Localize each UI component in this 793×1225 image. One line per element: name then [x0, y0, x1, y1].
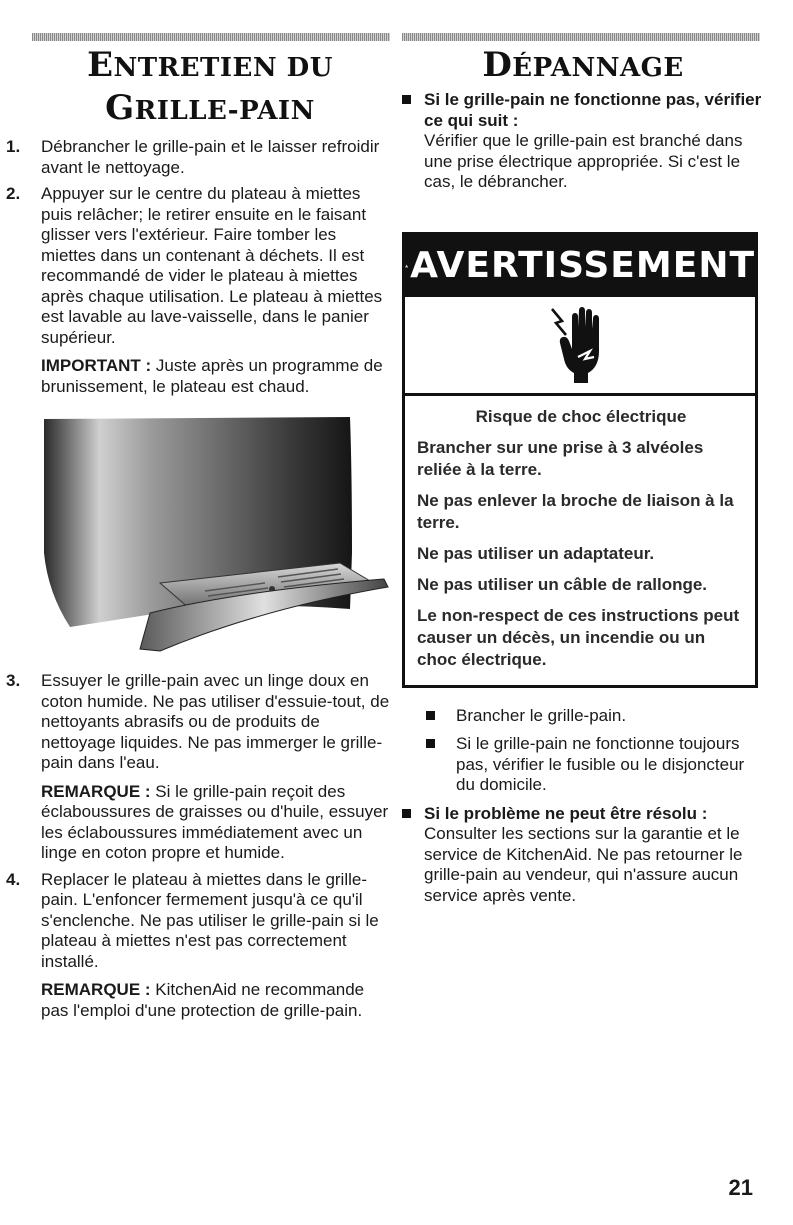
important-note: IMPORTANT : Juste après un programme de brunissement, le plateau est chaud. [41, 356, 383, 396]
sub-bullet: Si le grille-pain ne fonctionne toujours pas, vérifier le fusible ou le disjoncteur du domicile. [424, 734, 764, 796]
step-2: 2. Appuyer sur le centre du plateau à miettes puis relâcher; le retirer ensuite en le faisant glisser vers l'extérieur. Faire tomber les miettes dans un contenant à déchets. Il est recommandé de vider le plateau à miettes après chaque utilisation. Le plateau à miettes est lavable au lave-vaisselle, dans le panier supérieur. IMPORTANT : Juste après un programme de brunissement, le plateau est chaud. [0, 184, 392, 397]
cleaning-steps-continued [0, 671, 392, 1021]
step-3: 3. Essuyer le grille-pain avec un linge doux en coton humide. Ne pas utiliser d'essuie-tout, de nettoyants abrasifs ou de produits de nettoyage liquides. Ne pas immerger le grille-pain dans l'eau. REMARQUE : Si le grille-pain reçoit des éclaboussures de graisses ou d'huile, essuyer les éclaboussures immédiatement avec un linge en coton propre et humide. [0, 671, 392, 864]
troubleshooting-title: DÉPANNAGE [482, 45, 684, 85]
remark-note: REMARQUE : KitchenAid ne recommande pas l'emploi d'une protection de grille-pain. [41, 980, 365, 1020]
step-1: 1. Débrancher le grille-pain et le laisser refroidir avant le nettoyage. [0, 137, 392, 178]
bullet-square-icon [426, 711, 435, 720]
step-4: 4. Replacer le plateau à miettes dans le grille-pain. L'enfoncer fermement jusqu'à ce qu'il s'enclenche. Ne pas utiliser le grille-pain si le plateau à miettes n'est pas correctement installé. REMARQUE : KitchenAid ne recommande pas l'emploi d'une protection de grille-pain. [0, 870, 392, 1022]
warning-box [402, 232, 758, 688]
page-number: 21 [728, 1175, 753, 1200]
step-text: Replacer le plateau à miettes dans le grille-pain. L'enfoncer fermement jusqu'à ce qu'il s'enclenche. Ne pas utiliser le grille-pain si le plateau à miettes n'est pas correctement installé. [41, 869, 379, 971]
crumb-tray-photo [40, 413, 392, 661]
troubleshooting-column [402, 45, 764, 906]
bullet-check: Si le grille-pain ne fonctionne pas, vérifier ce qui suit : Vérifier que le grille-pain est branché dans une prise électrique appropriée. Si c'est le cas, le débrancher. [402, 90, 764, 193]
cleaning-title: ENTRETIEN DU GRILLE-PAIN [87, 45, 333, 128]
warning-title: Risque de choc électrique [475, 406, 687, 426]
remark-note: REMARQUE : Si le grille-pain reçoit des éclaboussures de graisses ou d'huile, essuyer les éclaboussures immédiatement avec un linge en coton propre et humide. [41, 781, 389, 862]
top-rule-left [32, 33, 390, 41]
bullet-square-icon [426, 739, 435, 748]
bullet-square-icon [402, 809, 411, 818]
bullet-unresolved: Si le problème ne peut être résolu : Consulter les sections sur la garantie et le service de KitchenAid. Ne pas retourner le grille-pain au vendeur, qui n'assure aucun service après vente. [402, 804, 764, 907]
toaster-crumb-tray-image [40, 413, 392, 661]
sub-bullets [424, 706, 764, 796]
step-text: Essuyer le grille-pain avec un linge doux en coton humide. Ne pas utiliser d'essuie-tout, de nettoyants abrasifs ou de produits de nettoyage liquides. Ne pas immerger le grille-pain dans l'eau. [41, 671, 390, 772]
top-rule-right [402, 33, 760, 41]
cleaning-column [0, 45, 392, 1021]
sub-bullet: Brancher le grille-pain. [424, 706, 764, 727]
warning-header: AVERTISSEMENT [405, 235, 755, 297]
step-text: Appuyer sur le centre du plateau à miettes puis relâcher; le retirer ensuite en le faisant glisser vers l'extérieur. Faire tomber les miettes dans un contenant à déchets. Il est recommandé de vider le plateau à miettes après chaque utilisation. Le plateau à miettes est lavable au lave-vaisselle, dans le panier supérieur. [41, 184, 383, 347]
electric-shock-hand-icon [550, 307, 610, 383]
step-text: Débrancher le grille-pain et le laisser refroidir avant le nettoyage. [41, 137, 380, 177]
bullet-square-icon [402, 95, 411, 104]
cleaning-steps [0, 137, 392, 397]
warning-triangle-icon [405, 251, 408, 281]
warning-text: Risque de choc électrique Brancher sur une prise à 3 alvéoles reliée à la terre. Ne pas enlever la broche de liaison à la terre. Ne pas utiliser un adaptateur. Ne pas utiliser un câble de rallonge. Le non-respect de ces instructions peut causer un décès, un incendie ou un choc électrique. [405, 396, 755, 685]
